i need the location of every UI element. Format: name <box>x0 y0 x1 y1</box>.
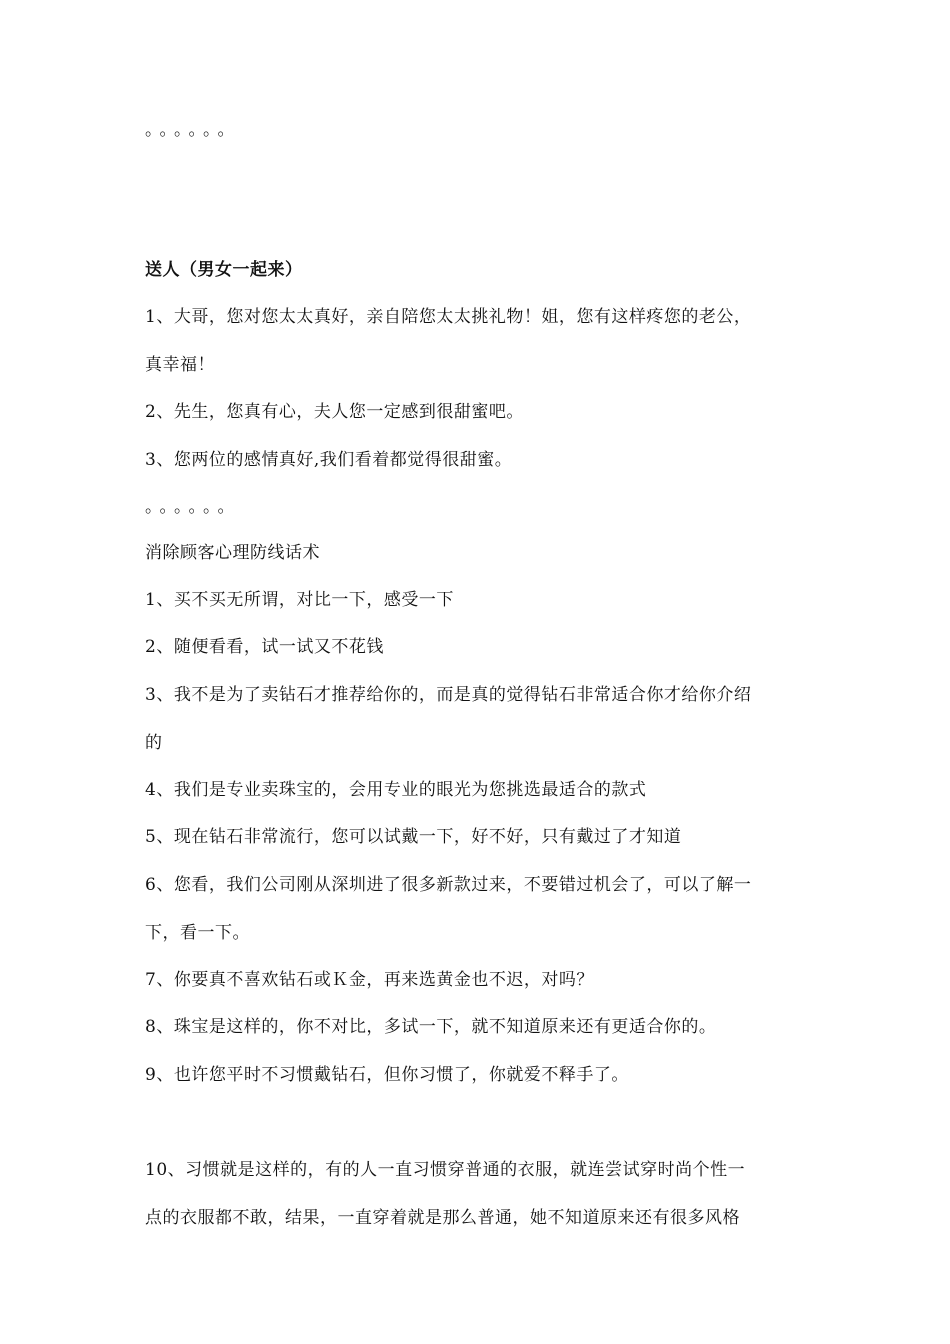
paragraph-line: 10、习惯就是这样的，有的人一直习惯穿普通的衣服，就连尝试穿时尚个性一 <box>145 1160 746 1180</box>
paragraph-line: 3、我不是为了卖钻石才推荐给你的，而是真的觉得钻石非常适合你才给你介绍 <box>145 685 752 705</box>
paragraph-line: 2、先生，您真有心，夫人您一定感到很甜蜜吧。 <box>145 402 524 422</box>
paragraph-line: 6、您看，我们公司刚从深圳进了很多新款过来，不要错过机会了，可以了解一 <box>145 875 752 895</box>
paragraph-line: 的 <box>145 733 163 753</box>
paragraph-line: 8、珠宝是这样的，你不对比，多试一下，就不知道原来还有更适合你的。 <box>145 1017 717 1037</box>
paragraph-line: 1、买不买无所谓，对比一下，感受一下 <box>145 590 454 610</box>
paragraph-line: 7、你要真不喜欢钻石或Ｋ金，再来选黄金也不迟，对吗？ <box>145 970 594 990</box>
section-heading-gift: 送人（男女一起来） <box>145 260 303 280</box>
paragraph-line: 5、现在钻石非常流行，您可以试戴一下，好不好，只有戴过了才知道 <box>145 827 682 847</box>
paragraph-line: 2、随便看看，试一试又不花钱 <box>145 637 384 657</box>
paragraph-line: 真幸福！ <box>145 355 215 375</box>
section-heading-objections: 消除顾客心理防线话术 <box>145 543 320 563</box>
paragraph-line: 3、您两位的感情真好,我们看着都觉得很甜蜜。 <box>145 450 513 470</box>
paragraph-line: 下，看一下。 <box>145 923 250 943</box>
paragraph-line: 点的衣服都不敢，结果，一直穿着就是那么普通，她不知道原来还有很多风格 <box>145 1208 740 1228</box>
paragraph-line: 1、大哥，您对您太太真好，亲自陪您太太挑礼物！姐，您有这样疼您的老公， <box>145 307 752 327</box>
ellipsis-dots-middle: 。。。。。。 <box>145 497 241 517</box>
paragraph-line: 9、也许您平时不习惯戴钻石，但你习惯了，你就爱不释手了。 <box>145 1065 629 1085</box>
ellipsis-dots-top: 。。。。。。 <box>145 120 241 140</box>
paragraph-line: 4、我们是专业卖珠宝的，会用专业的眼光为您挑选最适合的款式 <box>145 780 647 800</box>
